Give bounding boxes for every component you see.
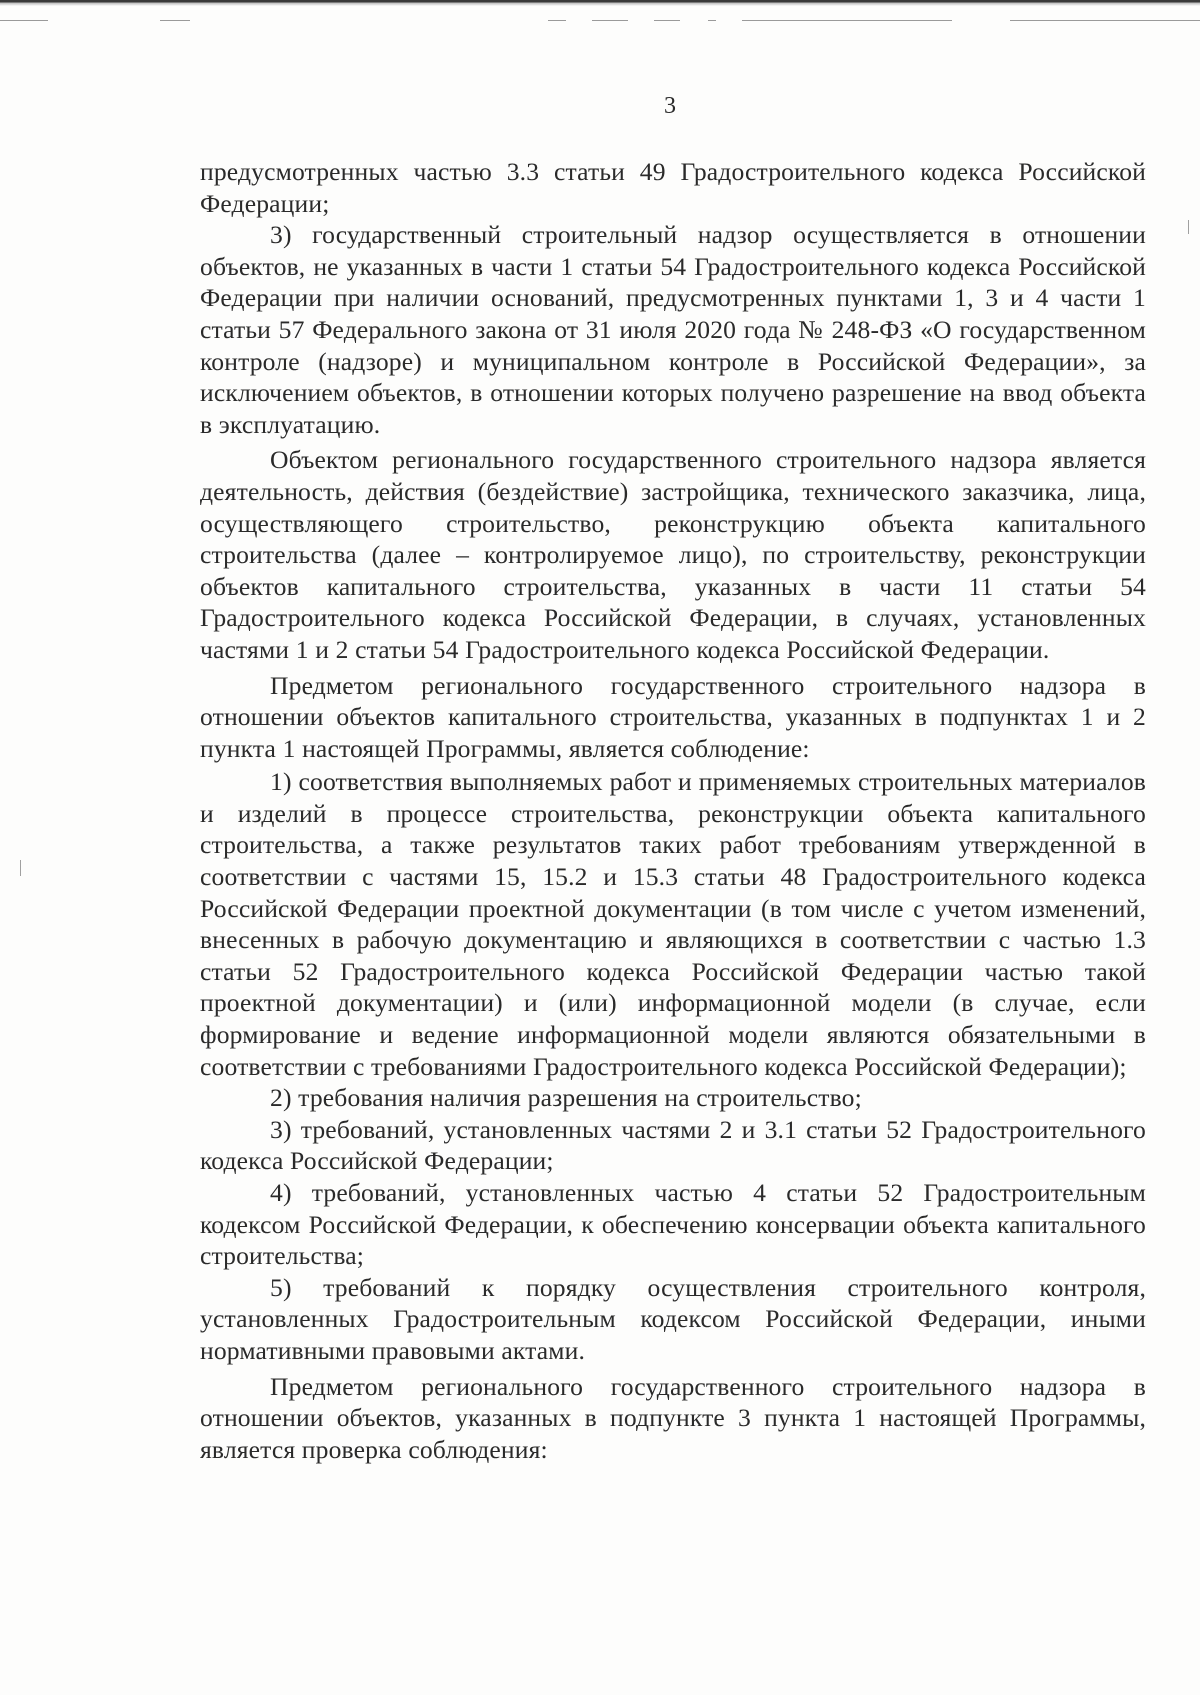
- scan-artifact: [160, 20, 190, 21]
- page-number: 3: [664, 93, 676, 119]
- scan-artifact: [1010, 20, 1200, 21]
- scan-artifact: [548, 20, 566, 21]
- paragraph: 3) требований, установленных частями 2 и 3.1 статьи 52 Градостроительного кодекса Российской Федерации;: [200, 1114, 1146, 1176]
- scan-top-edge: [0, 0, 1200, 6]
- scan-artifact: [742, 20, 952, 21]
- paragraph: Предметом регионального государственного строительного надзора в отношении объектов капитального строительства, указанных в подпунктах 1 и 2 пункта 1 настоящей Программы, является соблюдение:: [200, 670, 1146, 763]
- scan-artifact: [654, 20, 680, 21]
- paragraph: 1) соответствия выполняемых работ и применяемых строительных материалов и изделий в процессе строительства, реконструкции объекта капитального строительства, а также результатов таких работ требованиям утвержденной в соответствии с частями 15, 15.2 и 15.3 статьи 48 Градостроительного кодекса Российской Федерации проектной документации (в том числе с учетом изменений, внесенных в рабочую документацию и являющихся в соответствии с частью 1.3 статьи 52 Градостроительного кодекса Российской Федерации частью такой проектной документации) и (или) информационной модели (в случае, если формирование и ведение информационной модели являются обязательными в соответствии с требованиями Градостроительного кодекса Российской Федерации);: [200, 767, 1146, 1081]
- paragraph: Предметом регионального государственного строительного надзора в отношении объектов, указанных в подпункте 3 пункта 1 настоящей Программы, является проверка соблюдения:: [200, 1371, 1146, 1464]
- scan-artifact: [592, 20, 628, 21]
- paragraph: 4) требований, установленных частью 4 статьи 52 Градостроительным кодексом Российской Федерации, к обеспечению консервации объекта капитального строительства;: [200, 1178, 1146, 1271]
- paragraph: 5) требований к порядку осуществления строительного контроля, установленных Градостроительным кодексом Российской Федерации, иными нормативными правовыми актами.: [200, 1272, 1146, 1365]
- scan-artifact: [1188, 220, 1189, 234]
- paragraph: Объектом регионального государственного строительного надзора является деятельность, действия (бездействие) застройщика, технического заказчика, лица, осуществляющего строительство, реконструкцию объекта капитального строительства (далее – контролируемое лицо), по строительству, реконструкции объектов капитального строительства, указанных в части 11 статьи 54 Градостроительного кодекса Российской Федерации, в случаях, установленных частями 1 и 2 статьи 54 Градостроительного кодекса Российской Федерации.: [200, 445, 1146, 664]
- document-body: [200, 156, 1146, 1465]
- paragraph: предусмотренных частью 3.3 статьи 49 Градостроительного кодекса Российской Федерации;: [200, 157, 1146, 218]
- scan-artifact: [20, 860, 21, 876]
- paragraph: 3) государственный строительный надзор осуществляется в отношении объектов, не указанных в части 1 статьи 54 Градостроительного кодекса Российской Федерации при наличии оснований, предусмотренных пунктами 1, 3 и 4 части 1 статьи 57 Федерального закона от 31 июля 2020 года № 248-ФЗ «О государственном контроле (надзоре) и муниципальном контроле в Российской Федерации», за исключением объектов, в отношении которых получено разрешение на ввод объекта в эксплуатацию.: [200, 220, 1146, 439]
- scan-artifact: [708, 20, 716, 21]
- scan-artifact: [0, 20, 48, 21]
- paragraph: 2) требования наличия разрешения на строительство;: [270, 1083, 862, 1113]
